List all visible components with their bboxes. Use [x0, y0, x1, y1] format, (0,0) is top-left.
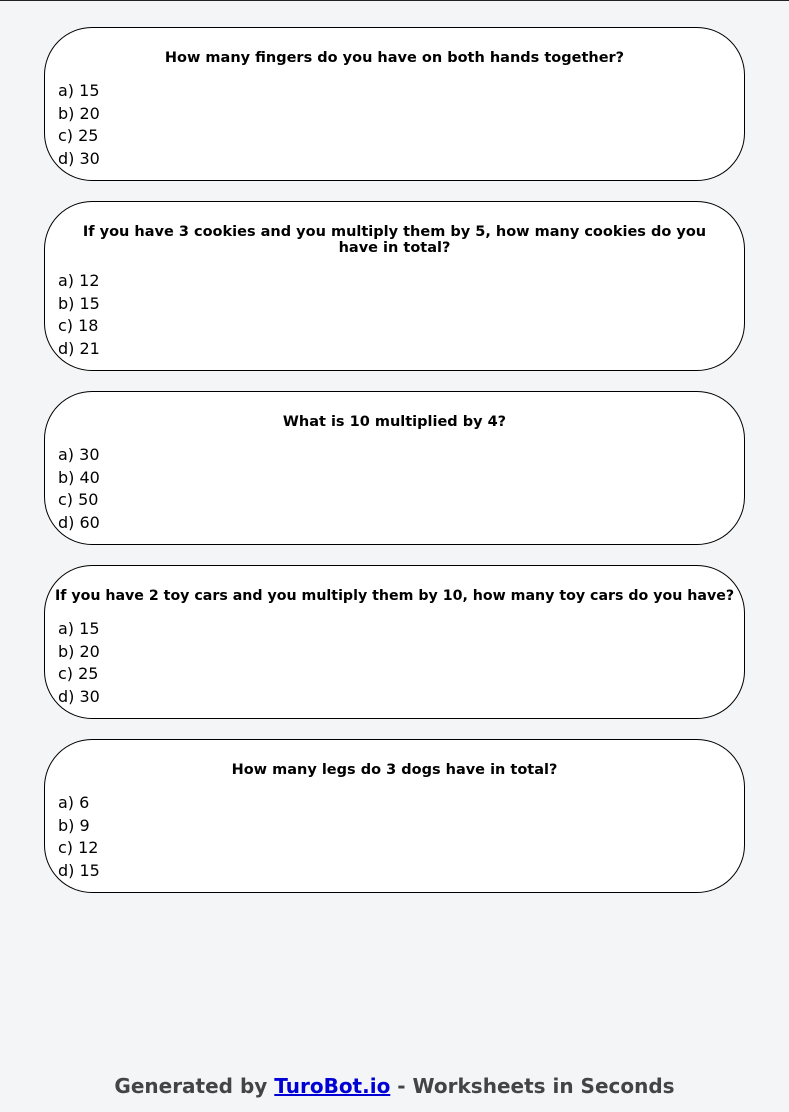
question-card: [44, 201, 745, 371]
question-card: [44, 565, 745, 719]
question-card: [44, 739, 745, 893]
question-text: How many legs do 3 dogs have in total?: [231, 762, 558, 778]
options-list: [45, 792, 744, 882]
option-c: c) 12: [58, 838, 99, 857]
turobot-link[interactable]: TuroBot.io: [274, 1074, 391, 1098]
option-b: b) 20: [58, 641, 100, 661]
option-a: a) 15: [58, 81, 100, 100]
options-list: [45, 444, 744, 534]
option-c: c) 18: [58, 316, 99, 335]
option-d: d) 60: [58, 512, 100, 532]
question-card: [44, 27, 745, 181]
option-b: b) 20: [58, 103, 100, 123]
option-c: c) 25: [58, 126, 99, 145]
option-a: a) 6: [58, 793, 90, 812]
options-list: [45, 270, 744, 360]
question-text: How many fingers do you have on both hands together?: [164, 50, 625, 66]
option-a: a) 12: [58, 271, 100, 290]
option-b: b) 40: [58, 467, 100, 487]
option-c: c) 50: [58, 490, 99, 509]
option-d: d) 15: [58, 860, 100, 880]
option-c: c) 25: [58, 664, 99, 683]
question-text: If you have 2 toy cars and you multiply them by 10, how many toy cars do you have?: [54, 588, 735, 604]
option-d: d) 21: [58, 338, 100, 358]
question-text: If you have 3 cookies and you multiply them by 5, how many cookies do you have in total?: [82, 224, 707, 256]
option-a: a) 15: [58, 619, 100, 638]
footer-suffix: - Worksheets in Seconds: [397, 1074, 675, 1098]
question-card: [44, 391, 745, 545]
footer-prefix: Generated by: [114, 1074, 268, 1098]
option-d: d) 30: [58, 148, 100, 168]
option-a: a) 30: [58, 445, 100, 464]
question-text: What is 10 multiplied by 4?: [282, 414, 507, 430]
footer-credit: [0, 1073, 789, 1099]
option-b: b) 9: [58, 815, 90, 835]
option-d: d) 30: [58, 686, 100, 706]
options-list: [45, 80, 744, 170]
option-b: b) 15: [58, 293, 100, 313]
options-list: [45, 618, 744, 708]
